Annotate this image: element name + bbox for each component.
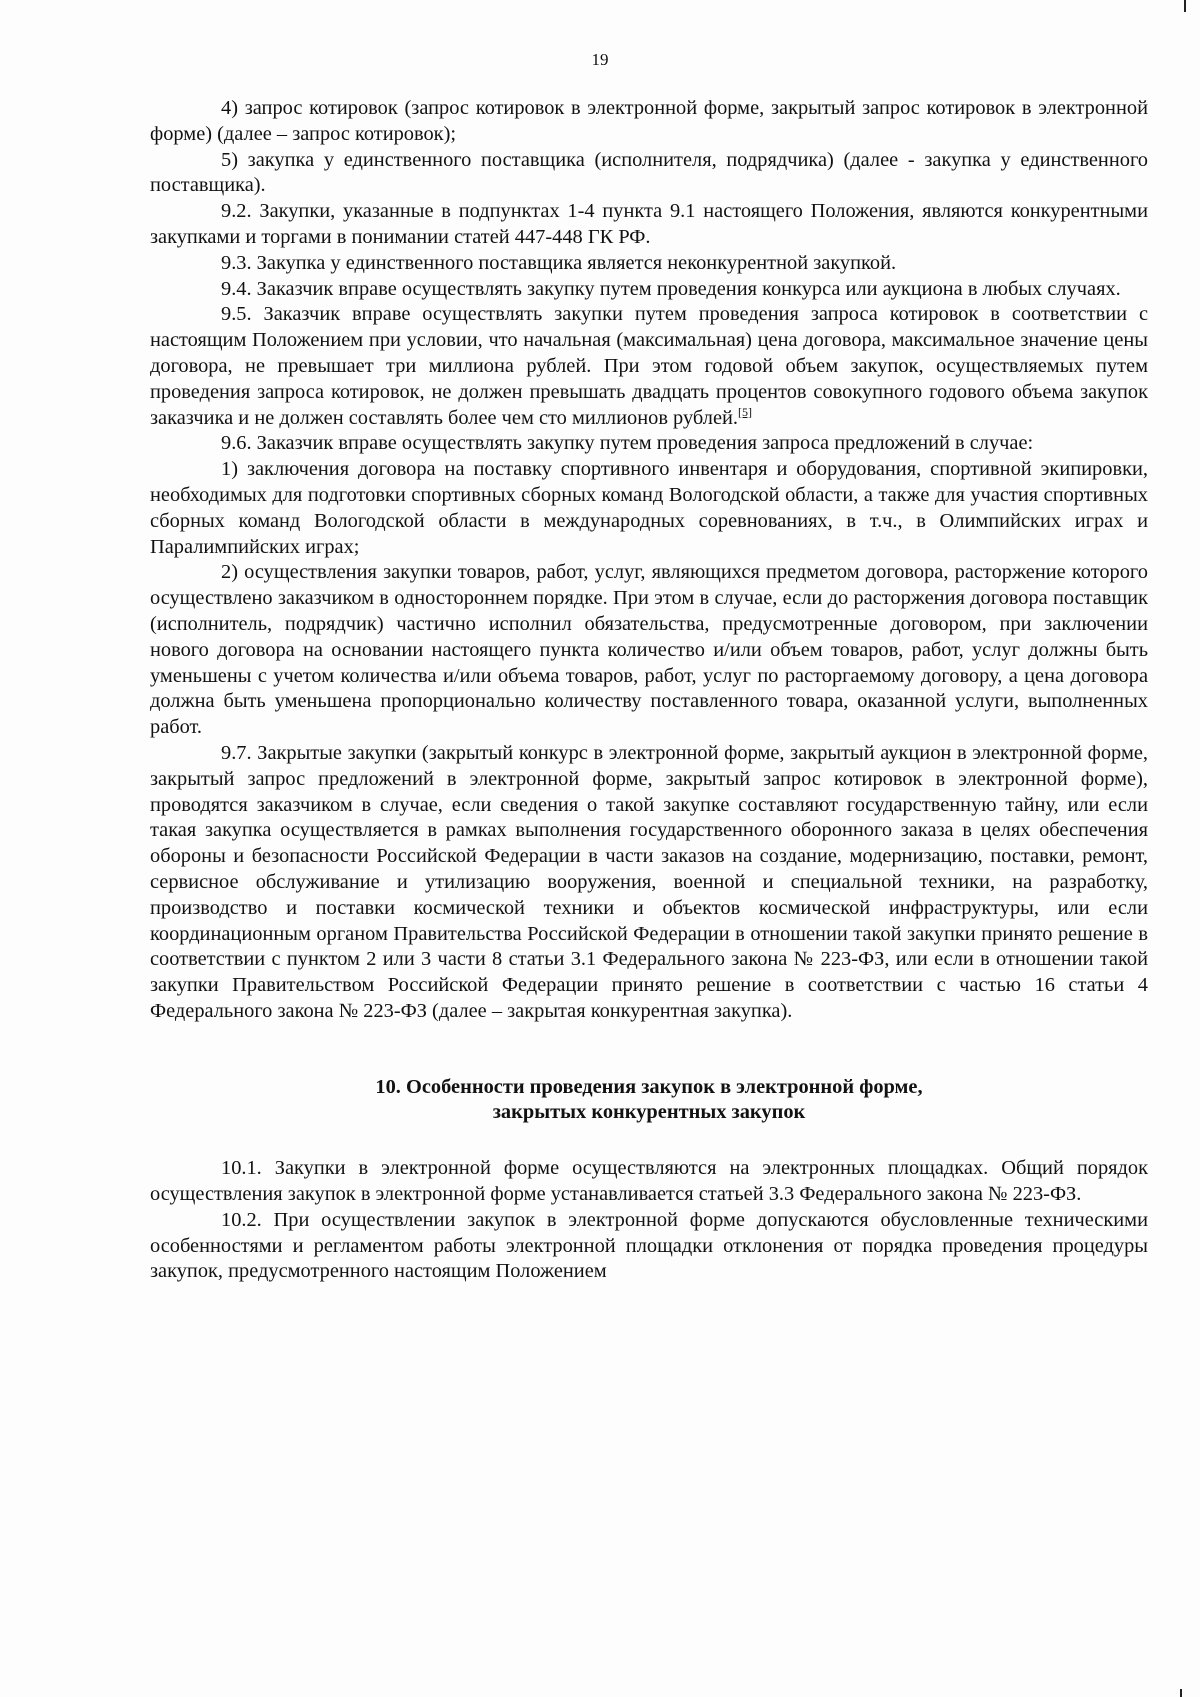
section-10-heading-line-1: 10. Особенности проведения закупок в электронной форме, xyxy=(375,1075,923,1098)
scan-edge-mark-bottom-right xyxy=(1180,1689,1182,1697)
paragraph-10-1: 10.1. Закупки в электронной форме осуществляются на электронных площадках. Общий порядок осуществления закупок в электронной форме устанавливается статьей 3.3 Федерального закона № 223-ФЗ. xyxy=(150,1157,1148,1206)
paragraph-9-6: 9.6. Заказчик вправе осуществлять закупку путем проведения запроса предложений в случае: xyxy=(221,432,1034,455)
paragraph-9-6-item-1: 1) заключения договора на поставку спортивного инвентаря и оборудования, спортивной экипировки, необходимых для подготовки спортивных сборных команд Вологодской области, а также для участия спортивных сборных команд Вологодской области в международных соревнованиях, в т.ч., в Олимпийских играх и Паралимпийских играх; xyxy=(150,458,1148,558)
paragraph-9-5-text: 9.5. Заказчик вправе осуществлять закупки путем проведения запроса котировок в соответствии с настоящим Положением при условии, что начальная (максимальная) цена договора, максимальное значение цены договора, не превышает три миллиона рублей. При этом годовой объем закупок, осуществляемых путем проведения запроса котировок, не должен превышать двадцать процентов совокупного годового объема закупок заказчика и не должен составлять более чем сто миллионов рублей. xyxy=(150,303,1148,429)
paragraph-9-4: 9.4. Заказчик вправе осуществлять закупку путем проведения конкурса или аукциона в любых случаях. xyxy=(221,277,1121,300)
section-10-heading-line-2: закрытых конкурентных закупок xyxy=(492,1101,806,1124)
paragraph-9-2: 9.2. Закупки, указанные в подпунктах 1-4 пункта 9.1 настоящего Положения, являются конкурентными закупками и торгами в понимании статей 447-448 ГК РФ. xyxy=(150,200,1148,248)
page-number: 19 xyxy=(591,50,609,69)
paragraph-5-single-supplier: 5) закупка у единственного поставщика (исполнителя, подрядчика) (далее - закупка у единственного поставщика). xyxy=(150,148,1148,197)
paragraph-9-7: 9.7. Закрытые закупки (закрытый конкурс в электронной форме, закрытый аукцион в электронной форме, закрытый запрос предложений в электронной форме, закрытый запрос котировок в электронной форме), проводятся заказчиком в случае, если сведения о такой закупке составляют государственную тайну, или если такая закупка осуществляется в рамках выполнения государственного оборонного заказа в целях обеспечения обороны и безопасности Российской Федерации в части заказов на создание, модернизацию, поставки, ремонт, сервисное обслуживание и утилизацию вооружения, военной и специальной техники, на разработку, производство и поставки космической техники и объектов космической инфраструктуры, или если координационным органом Правительства Российской Федерации в отношении такой закупки принято решение в соответствии с пунктом 2 или 3 части 8 статьи 3.1 Федерального закона № 223-ФЗ, или если в отношении такой закупки Правительством Российской Федерации принято решение в соответствии с частью 16 статьи 4 Федерального закона № 223-ФЗ (далее – закрытая конкурентная закупка). xyxy=(150,741,1148,1022)
scan-edge-mark-top-right xyxy=(1184,0,1186,12)
footnote-ref[interactable]: [5] xyxy=(738,404,753,419)
paragraph-10-2: 10.2. При осуществлении закупок в электронной форме допускаются обусловленные техническими особенностями и регламентом работы электронной площадки отклонения от порядка проведения процедуры закупок, предусмотренного настоящим Положением xyxy=(150,1208,1148,1283)
paragraph-9-3: 9.3. Закупка у единственного поставщика является неконкурентной закупкой. xyxy=(221,251,897,274)
paragraph-4-quote-request: 4) запрос котировок (запрос котировок в электронной форме, закрытый запрос котировок в электронной форме) (далее – запрос котировок); xyxy=(150,97,1148,145)
paragraph-9-6-item-2: 2) осуществления закупки товаров, работ, услуг, являющихся предметом договора, расторжение которого осуществлено заказчиком в одностороннем порядке. При этом в случае, если до расторжения договора поставщик (исполнитель, подрядчик) частично исполнил обязательства, предусмотренные договором, при заключении нового договора на основании настоящего пункта количество и/или объем товаров, работ, услуг должны быть уменьшены с учетом количества и/или объема товаров, работ, услуг по расторгаемому договору, а цена договора должна быть уменьшена пропорционально количеству поставленного товара, оказанной услуги, выполненных работ. xyxy=(150,561,1148,739)
section-10-heading xyxy=(150,1075,1148,1127)
paragraph-9-5 xyxy=(150,302,1148,431)
document-body xyxy=(150,96,1148,1285)
